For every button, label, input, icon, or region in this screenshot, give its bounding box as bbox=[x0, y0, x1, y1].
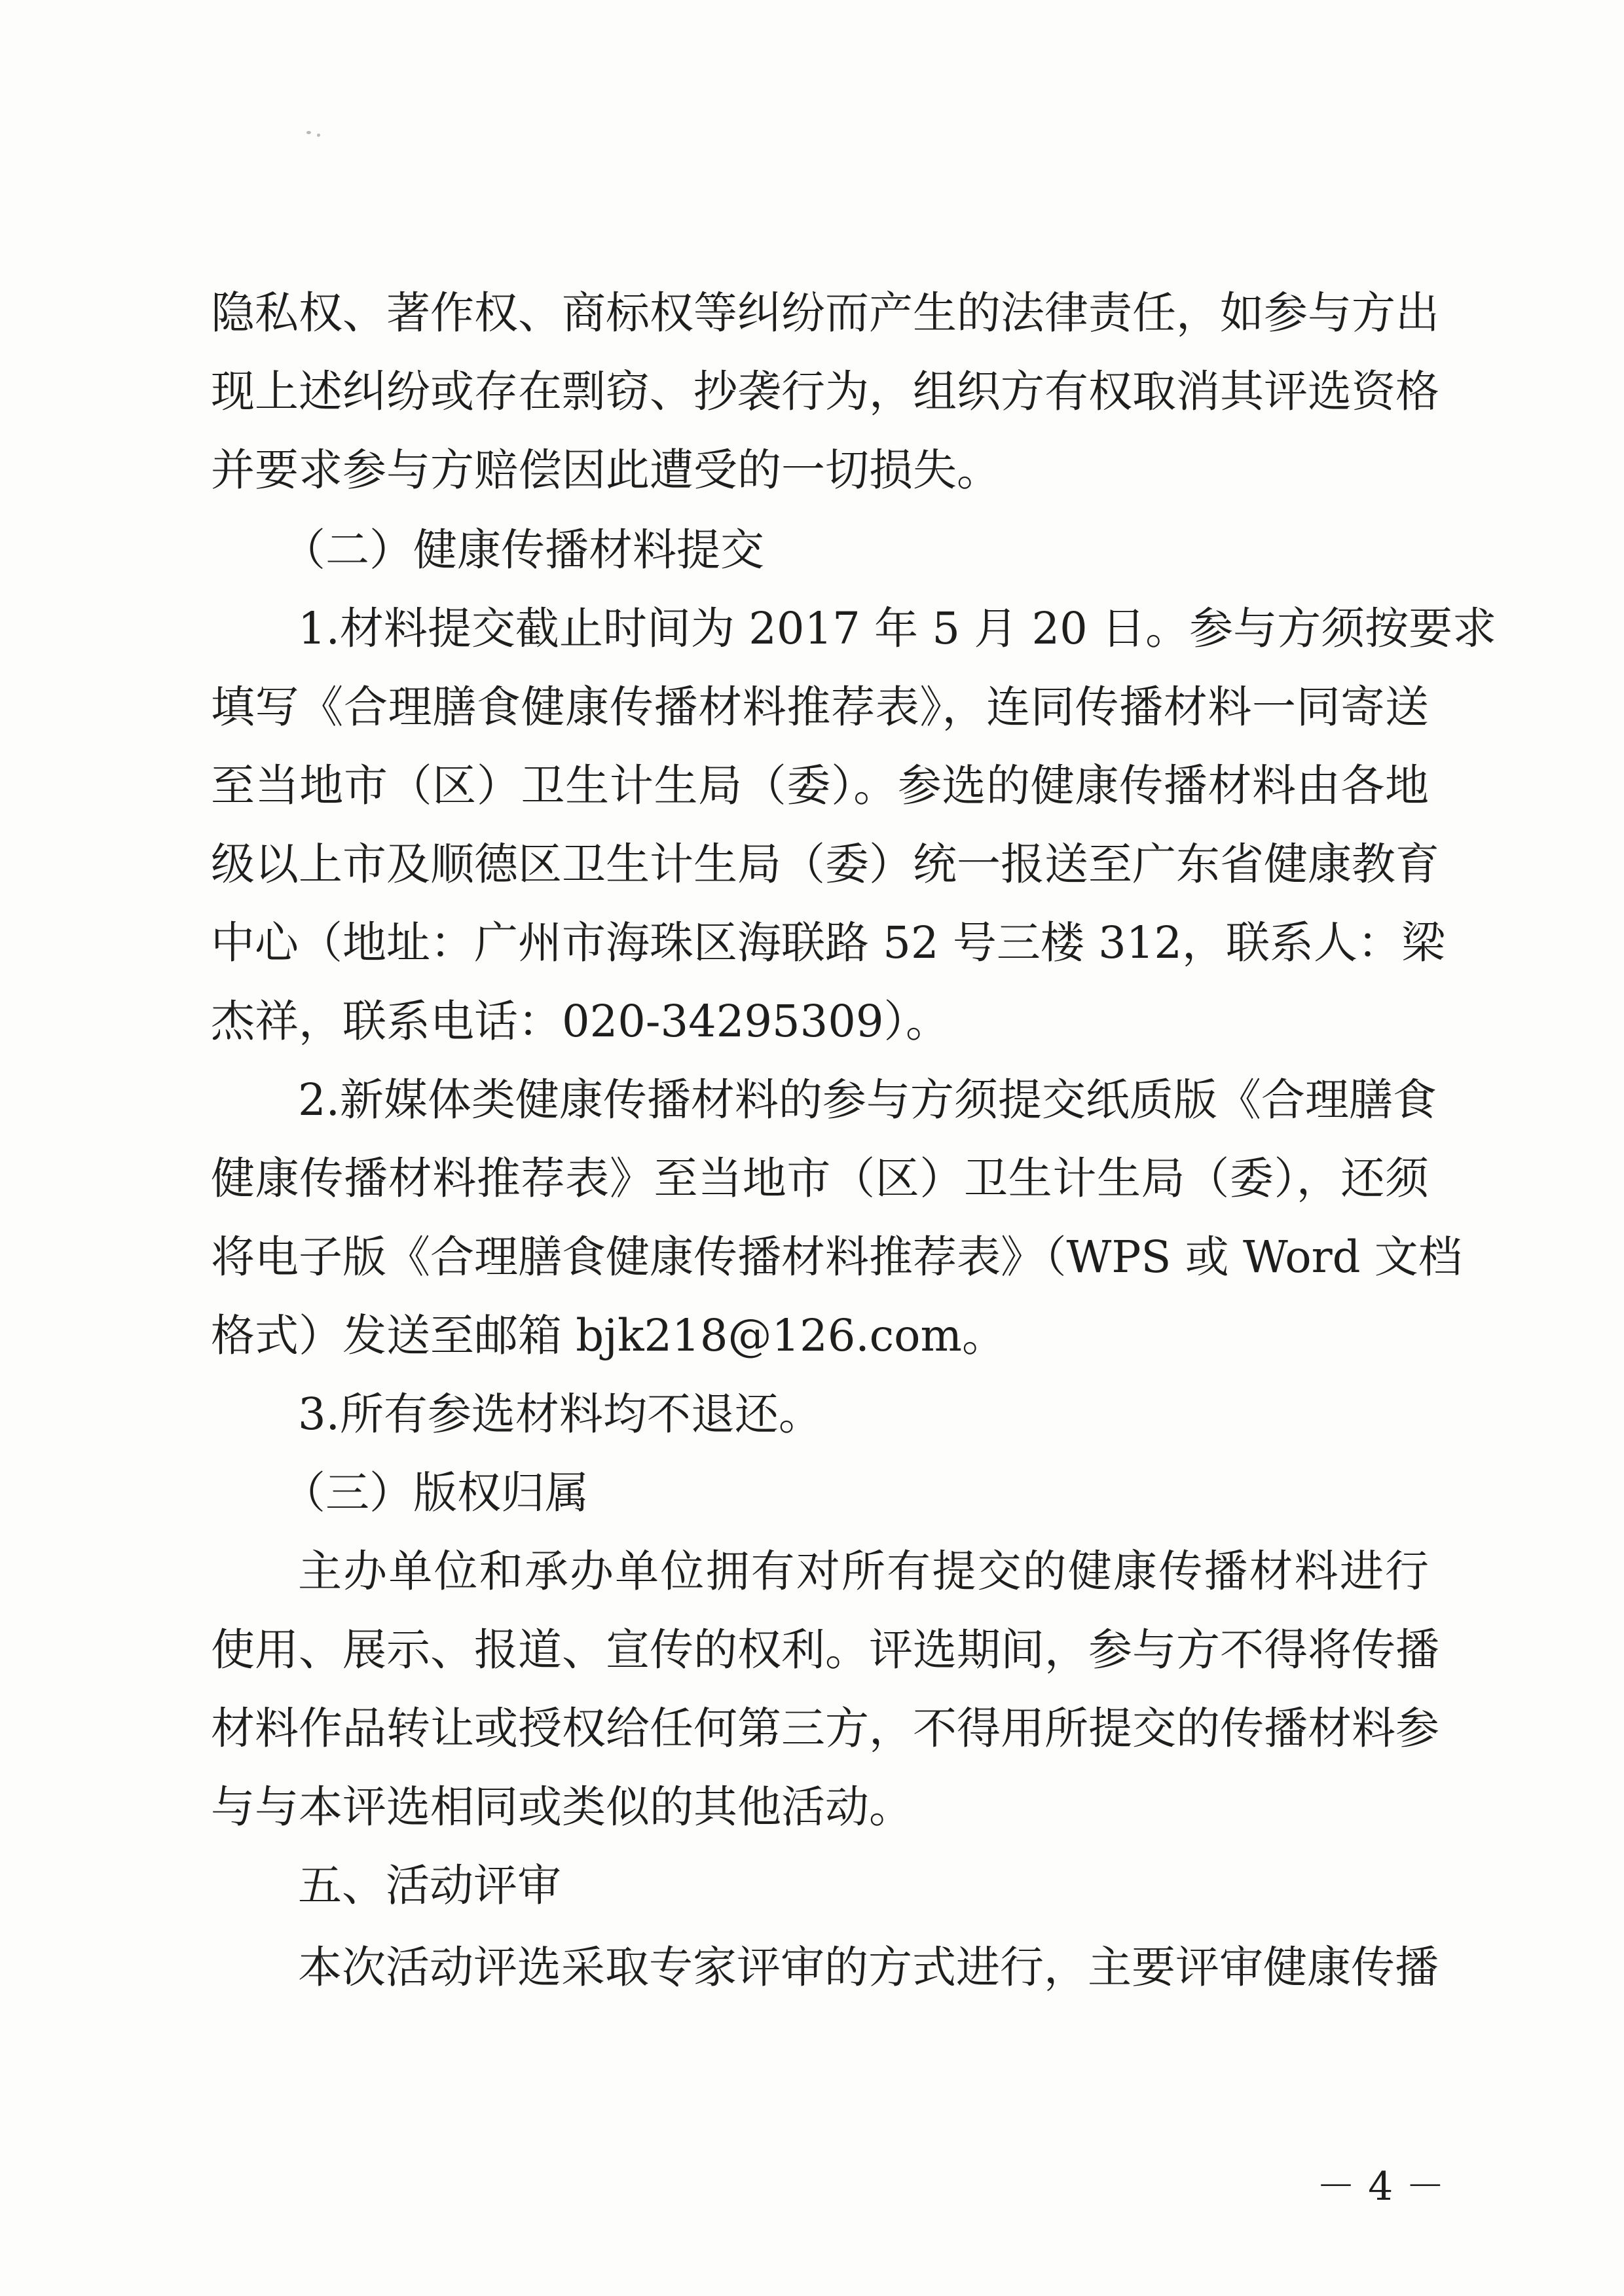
item-1-line: 至当地市（区）卫生计生局（委）。参选的健康传播材料由各地 bbox=[211, 760, 1429, 811]
paragraph-line: 现上述纠纷或存在剽窃、抄袭行为，组织方有权取消其评选资格 bbox=[211, 366, 1439, 417]
section-heading-review: 五、活动评审 bbox=[298, 1860, 561, 1911]
copyright-line: 主办单位和承办单位拥有对所有提交的健康传播材料进行 bbox=[298, 1546, 1429, 1597]
item-2-line: 健康传播材料推荐表》至当地市（区）卫生计生局（委），还须 bbox=[211, 1153, 1429, 1204]
item-2-line: 将电子版《合理膳食健康传播材料推荐表》（WPS 或 Word 文档 bbox=[211, 1231, 1462, 1283]
copyright-line: 材料作品转让或授权给任何第三方，不得用所提交的传播材料参 bbox=[211, 1703, 1439, 1754]
item-1-line: 1.材料提交截止时间为 2017 年 5 月 20 日。参与方须按要求 bbox=[298, 603, 1497, 654]
page-number: － 4 － bbox=[1316, 2164, 1445, 2210]
copyright-line: 使用、展示、报道、宣传的权利。评选期间，参与方不得将传播 bbox=[211, 1624, 1439, 1675]
paragraph-line: 隐私权、著作权、商标权等纠纷而产生的法律责任，如参与方出 bbox=[211, 287, 1439, 338]
item-3-line: 3.所有参选材料均不退还。 bbox=[298, 1389, 822, 1440]
copyright-line: 与与本评选相同或类似的其他活动。 bbox=[211, 1781, 913, 1832]
paragraph-line: 并要求参与方赔偿因此遭受的一切损失。 bbox=[211, 445, 1001, 496]
item-2-line: 2.新媒体类健康传播材料的参与方须提交纸质版《合理膳食 bbox=[298, 1074, 1437, 1125]
section-heading-submission: （二）健康传播材料提交 bbox=[282, 524, 764, 575]
review-line: 本次活动评选采取专家评审的方式进行，主要评审健康传播 bbox=[298, 1942, 1439, 1993]
section-heading-copyright: （三）版权归属 bbox=[282, 1467, 589, 1518]
item-1-line: 杰祥，联系电话：020-34295309）。 bbox=[211, 996, 950, 1047]
item-1-line: 级以上市及顺德区卫生计生局（委）统一报送至广东省健康教育 bbox=[211, 839, 1439, 890]
item-1-line: 填写《合理膳食健康传播材料推荐表》，连同传播材料一同寄送 bbox=[211, 682, 1429, 733]
scan-speck bbox=[317, 134, 320, 137]
scan-speck bbox=[306, 131, 311, 134]
item-1-line: 中心（地址：广州市海珠区海联路 52 号三楼 312，联系人：梁 bbox=[211, 917, 1446, 968]
item-2-line: 格式）发送至邮箱 bjk218@126.com。 bbox=[211, 1310, 1006, 1361]
